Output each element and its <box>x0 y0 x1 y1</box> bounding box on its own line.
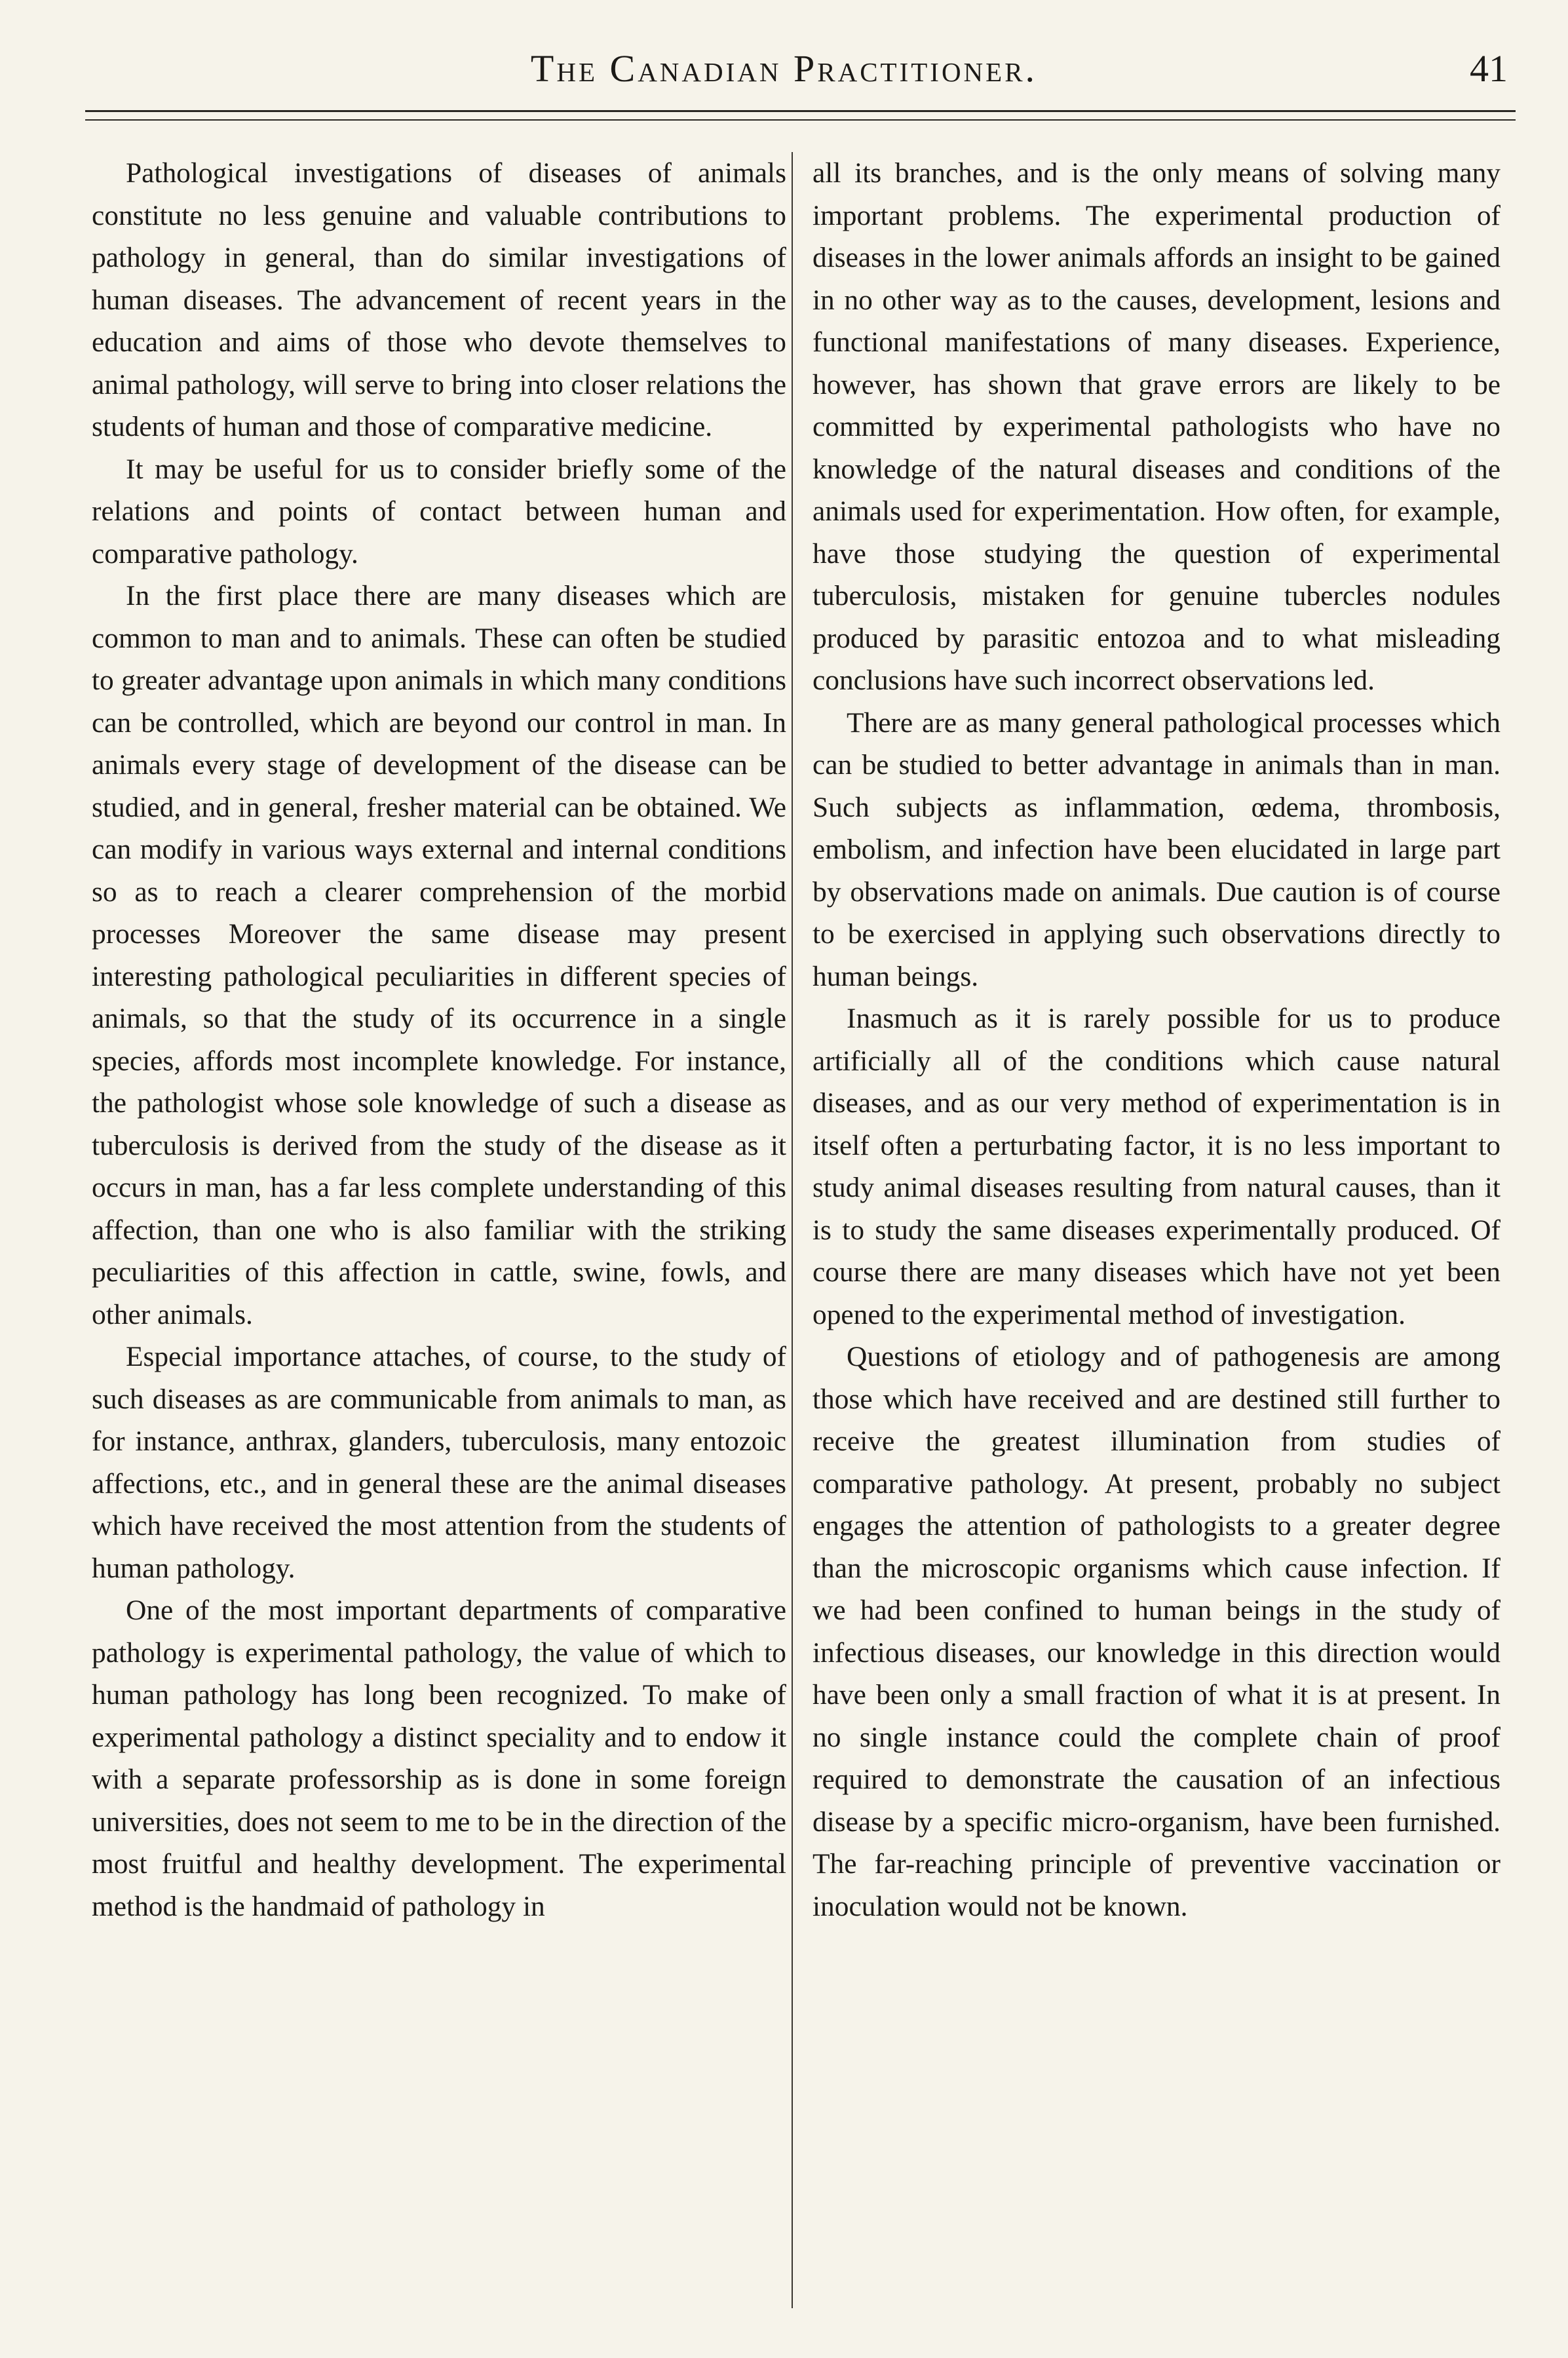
paragraph: There are as many general pathological processes which can be studied to better advantage in animals than in man. Such subjects as inflammation, œdema, thrombosis, embolism, and infection have been elucidated in large part by observations made on animals. Due caution is of course to be exercised in applying such observations directly to human beings. <box>813 706 1501 992</box>
page-number: 41 <box>1470 47 1508 90</box>
paragraph: Questions of etiology and of pathogenesis are among those which have received and are destined still further to receive the greatest illumination from studies of comparative pathology. At present, probably no subject engages the attention of pathologists to a greater degree than the microscopic organisms which cause infection. If we had been confined to human beings in the study of infectious diseases, our knowledge in this direction would have been only a small fraction of what it is at present. In no single instance could the complete chain of proof required to demonstrate the causation of an infectious disease by a specific micro-organism, have been furnished. The far-reaching principle of preventive vaccination or inoculation would not be known. <box>813 1341 1501 1922</box>
column-divider <box>792 152 793 2308</box>
paragraph: It may be useful for us to consider briefly some of the relations and points of contact between human and comparative pathology. <box>92 453 786 570</box>
paragraph: Pathological investigations of diseases of animals constitute no less genuine and valuable contributions to pathology in general, than do similar investigations of human diseases. The advancement of recent years in the education and aims of those who devote themselves to animal pathology, will serve to bring into closer relations the students of human and those of comparative medicine. <box>92 157 786 442</box>
paragraph: One of the most important departments of comparative pathology is experimental pathology, the value of which to human pathology has long been recognized. To make of experimental pathology a distinct speciality and to endow it with a separate professorship as is done in some foreign universities, does not seem to me to be in the direction of the most fruitful and healthy development. The experimental method is the handmaid of pathology in <box>92 1595 786 1922</box>
header-rule-thin <box>85 119 1516 121</box>
page-header <box>0 0 1568 111</box>
paragraph: Inasmuch as it is rarely possible for us to produce artificially all of the conditions which cause natural diseases, and as our very method of experimentation is in itself often a perturbating factor, it is no less important to study animal diseases resulting from natural causes, than it is to study the same diseases experimentally produced. Of course there are many diseases which have not yet been opened to the experimental method of investigation. <box>813 1003 1501 1330</box>
paragraph: Especial importance attaches, of course, to the study of such diseases as are communicable from animals to man, as for instance, anthrax, glanders, tuberculosis, many entozoic affections, etc., and in general these are the animal diseases which have received the most attention from the students of human pathology. <box>92 1341 786 1584</box>
header-rule <box>85 110 1516 112</box>
running-title: The Canadian Practitioner. <box>530 47 1038 90</box>
paragraph-continuation: all its branches, and is the only means of solving many important problems. The experimental production of diseases in the lower animals affords an insight to be gained in no other way as to the causes, development, lesions and functional manifestations of many diseases. Experience, however, has shown that grave errors are likely to be committed by experimental pathologists who have no knowledge of the natural diseases and conditions of the animals used for experimentation. How often, for example, have those studying the question of experimental tuberculosis, mistaken for genuine tubercles nodules produced by parasitic entozoa and to what misleading conclusions have such incorrect observations led. <box>813 157 1501 696</box>
paragraph: In the first place there are many diseases which are common to man and to animals. These can often be studied to greater advantage upon animals in which many conditions can be controlled, which are beyond our control in man. In animals every stage of development of the disease can be studied, and in general, fresher material can be obtained. We can modify in various ways external and internal conditions so as to reach a clearer comprehension of the morbid processes Moreover the same disease may present interesting pathological peculiarities in different species of animals, so that the study of its occurrence in a single species, affords most incomplete knowledge. For instance, the pathologist whose sole knowledge of such a disease as tuberculosis is derived from the study of the disease as it occurs in man, has a far less complete understanding of this affection, than one who is also familiar with the striking peculiarities of this affection in cattle, swine, fowls, and other animals. <box>92 580 786 1330</box>
left-column <box>92 152 786 2341</box>
right-column <box>813 152 1501 2341</box>
